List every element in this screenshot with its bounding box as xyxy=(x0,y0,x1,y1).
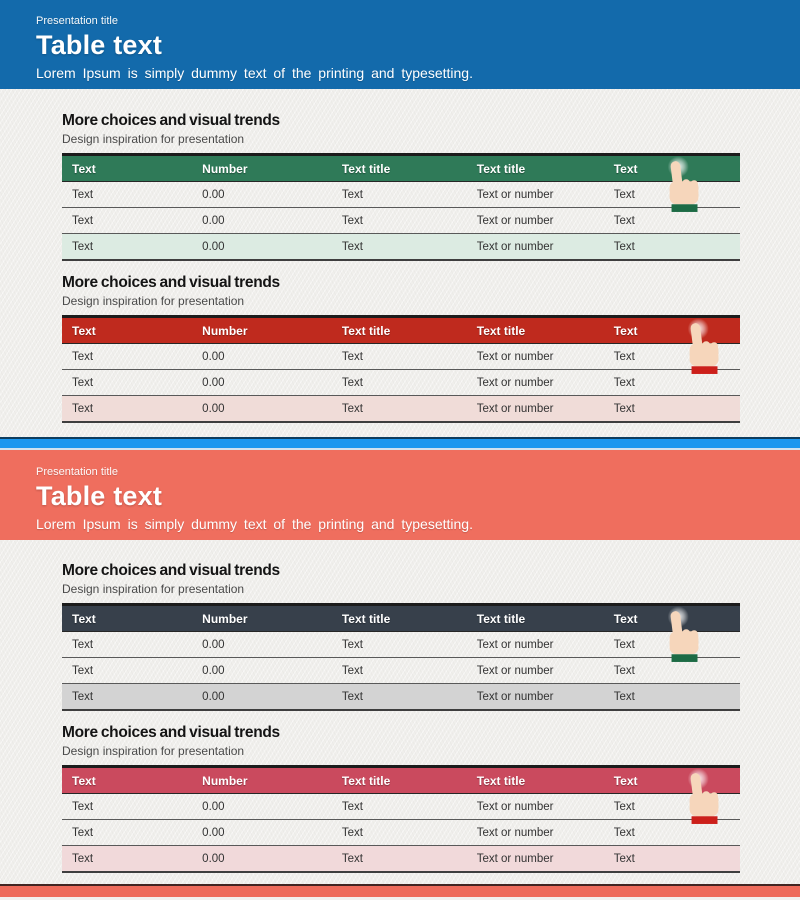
cell: 0.00 xyxy=(192,794,332,820)
cell: Text xyxy=(62,182,192,208)
cell: Text xyxy=(604,632,740,658)
header-cell: Text xyxy=(613,773,638,788)
cell: 0.00 xyxy=(192,658,332,684)
slide-table-dark xyxy=(62,603,740,711)
cell: Text xyxy=(604,820,740,846)
header-cell: Text xyxy=(613,611,638,626)
cell: Text xyxy=(604,234,740,261)
header-cell: Text xyxy=(72,773,96,788)
cell: Text xyxy=(332,234,467,261)
cell: 0.00 xyxy=(192,684,332,711)
table-row xyxy=(62,820,740,846)
table-row xyxy=(62,632,740,658)
presentation-title-label: Presentation title xyxy=(36,466,118,478)
table-row-tinted xyxy=(62,234,740,261)
slide-table-red xyxy=(62,315,740,423)
slide-table-rose xyxy=(62,765,740,873)
header-cell: Text title xyxy=(341,161,391,176)
table-section-red xyxy=(62,274,740,423)
table-header-row xyxy=(62,317,740,344)
section-subheading: Design inspiration for presentation xyxy=(62,744,245,758)
table-row xyxy=(62,344,740,370)
header-cell: Number xyxy=(202,161,248,176)
cell: Text xyxy=(62,658,192,684)
cell: Text xyxy=(62,794,192,820)
cell: Text or number xyxy=(467,234,604,261)
table-row xyxy=(62,182,740,208)
table-row-tinted xyxy=(62,684,740,711)
table-wrap xyxy=(62,315,740,423)
next-slide-edge-strip xyxy=(0,884,800,897)
slide-table-green xyxy=(62,153,740,261)
section-subheading: Design inspiration for presentation xyxy=(62,132,245,146)
table-wrap xyxy=(62,603,740,711)
cell: Text or number xyxy=(467,658,604,684)
hand-cursor-icon xyxy=(680,768,730,828)
header-cell: Text xyxy=(613,161,638,176)
table-section-green xyxy=(62,112,740,261)
cell: Text or number xyxy=(467,182,604,208)
cell: Text xyxy=(62,396,192,423)
cell: 0.00 xyxy=(192,370,332,396)
cell: Text xyxy=(332,632,467,658)
slide-body xyxy=(0,540,800,884)
cell: Text or number xyxy=(467,208,604,234)
header-cell: Text xyxy=(613,323,638,338)
cell: Text xyxy=(332,794,467,820)
cell: Text xyxy=(332,846,467,873)
slide-subtitle: Lorem Ipsum is simply dummy text of the printing and typesetting. xyxy=(36,516,473,532)
cell: Text xyxy=(332,344,467,370)
cell: Text or number xyxy=(467,632,604,658)
table-row xyxy=(62,658,740,684)
cell: 0.00 xyxy=(192,820,332,846)
cell: 0.00 xyxy=(192,632,332,658)
table-header-row xyxy=(62,155,740,182)
cell: Text xyxy=(604,658,740,684)
section-heading: More choices and visual trends xyxy=(62,112,280,129)
slide-title: Table text xyxy=(36,481,163,511)
cell: Text or number xyxy=(467,794,604,820)
slide-title: Table text xyxy=(36,30,163,60)
presentation-title-label: Presentation title xyxy=(36,15,118,27)
header-cell: Text title xyxy=(341,773,391,788)
section-heading: More choices and visual trends xyxy=(62,562,280,579)
cell: Text xyxy=(604,846,740,873)
slide-header-salmon xyxy=(0,450,800,540)
slide-subtitle: Lorem Ipsum is simply dummy text of the printing and typesetting. xyxy=(36,65,473,81)
cell: Text or number xyxy=(467,396,604,423)
table-row-tinted xyxy=(62,846,740,873)
section-heading: More choices and visual trends xyxy=(62,724,280,741)
table-row xyxy=(62,370,740,396)
header-cell: Text title xyxy=(476,611,526,626)
cell: Text xyxy=(62,820,192,846)
cell: 0.00 xyxy=(192,182,332,208)
table-row xyxy=(62,208,740,234)
cell: Text xyxy=(332,396,467,423)
cell: 0.00 xyxy=(192,846,332,873)
header-cell: Text title xyxy=(341,323,391,338)
cell: Text or number xyxy=(467,344,604,370)
header-cell: Text xyxy=(72,611,96,626)
cell: Text or number xyxy=(467,370,604,396)
cell: Text xyxy=(62,344,192,370)
cell: Text xyxy=(62,684,192,711)
cell: Text xyxy=(332,370,467,396)
cell: Text or number xyxy=(467,820,604,846)
hand-cursor-icon xyxy=(660,606,710,666)
header-cell: Number xyxy=(202,773,248,788)
cell: Text xyxy=(604,182,740,208)
hand-cursor-icon xyxy=(680,318,730,378)
slide-body xyxy=(0,89,800,437)
cell: Text or number xyxy=(467,684,604,711)
cell: Text xyxy=(62,846,192,873)
header-cell: Text title xyxy=(476,773,526,788)
hand-cursor-icon xyxy=(660,156,710,216)
cell: Text xyxy=(332,658,467,684)
section-subheading: Design inspiration for presentation xyxy=(62,294,245,308)
slide-blue[interactable] xyxy=(0,0,800,437)
table-header-row xyxy=(62,605,740,632)
slide-divider-strip xyxy=(0,437,800,450)
cell: Text xyxy=(604,396,740,423)
cell: Text xyxy=(332,208,467,234)
table-row xyxy=(62,794,740,820)
header-cell: Text title xyxy=(476,161,526,176)
slide-salmon[interactable] xyxy=(0,450,800,884)
cell: 0.00 xyxy=(192,396,332,423)
header-cell: Text xyxy=(72,161,96,176)
slide-header-blue xyxy=(0,0,800,89)
cell: Text xyxy=(604,794,740,820)
cell: Text xyxy=(332,182,467,208)
cell: 0.00 xyxy=(192,208,332,234)
section-subheading: Design inspiration for presentation xyxy=(62,582,245,596)
cell: Text xyxy=(604,344,740,370)
cell: Text xyxy=(332,820,467,846)
header-cell: Text title xyxy=(476,323,526,338)
header-cell: Number xyxy=(202,323,248,338)
table-section-dark xyxy=(62,562,740,711)
cell: Text xyxy=(62,208,192,234)
header-cell: Number xyxy=(202,611,248,626)
cell: Text or number xyxy=(467,846,604,873)
cell: Text xyxy=(604,208,740,234)
section-heading: More choices and visual trends xyxy=(62,274,280,291)
header-cell: Text xyxy=(72,323,96,338)
cell: Text xyxy=(604,370,740,396)
cell: Text xyxy=(62,234,192,261)
cell: 0.00 xyxy=(192,234,332,261)
cell: Text xyxy=(62,370,192,396)
cell: Text xyxy=(332,684,467,711)
table-wrap xyxy=(62,765,740,873)
table-section-rose xyxy=(62,724,740,873)
table-header-row xyxy=(62,767,740,794)
header-cell: Text title xyxy=(341,611,391,626)
cell: Text xyxy=(604,684,740,711)
table-row-tinted xyxy=(62,396,740,423)
cell: 0.00 xyxy=(192,344,332,370)
table-wrap xyxy=(62,153,740,261)
cell: Text xyxy=(62,632,192,658)
